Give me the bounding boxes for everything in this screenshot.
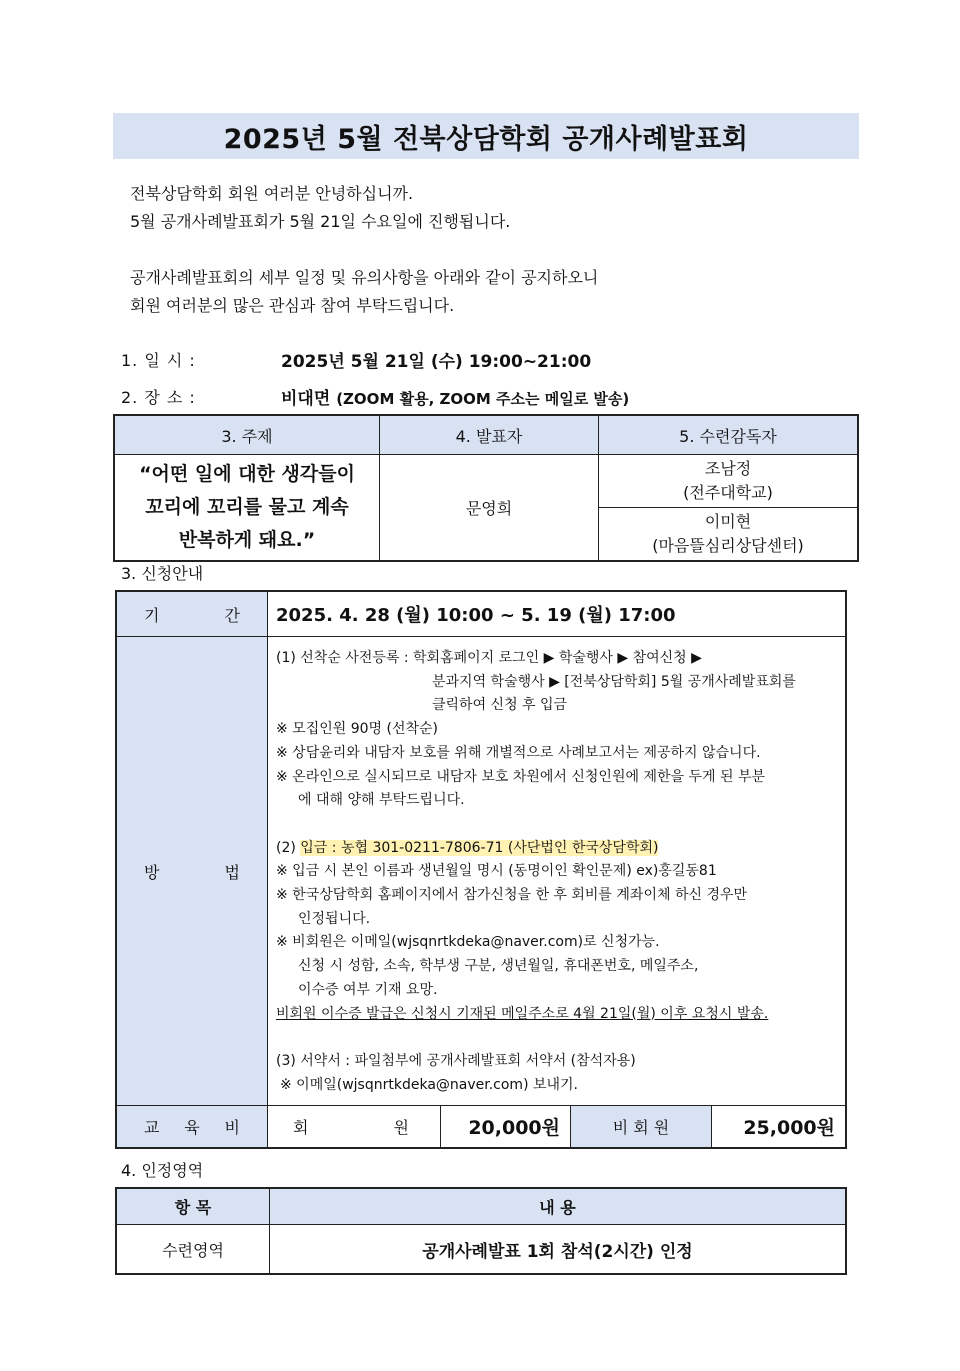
- supervisor-org: (마음뜰심리상담센터): [652, 536, 804, 555]
- header-supervisor: 5. 수련감독자: [599, 415, 859, 455]
- method-line: ※ 온라인으로 실시되므로 내담자 보호 차원에서 신청인원에 제한을 두게 된 부분: [276, 768, 765, 785]
- nonmember-fee: 25,000원: [712, 1106, 847, 1148]
- page-title: 2025년 5월 전북상담학회 공개사례발표회: [223, 123, 749, 155]
- method-line: 분과지역 학술행사 ▶ [전북상담학회] 5월 공개사례발표회를: [432, 673, 796, 690]
- method-line: ※ 입금 시 본인 이름과 생년월일 명시 (동명이인 확인문제) ex)홍길동81: [276, 863, 717, 880]
- intro: [130, 180, 598, 320]
- period-value: 2025. 4. 28 (월) 10:00 ~ 5. 19 (월) 17:00: [268, 591, 847, 637]
- presenter-name: 문영희: [380, 455, 599, 562]
- member-fee: 20,000원: [441, 1106, 571, 1148]
- certification-area: 수련영역: [116, 1225, 270, 1275]
- method-line: ※ 이메일(wjsqnrtkdeka@naver.com) 보내기.: [280, 1076, 579, 1093]
- deposit-line: (2) 입금 : 농협 301-0211-7806-71 (사단법인 한국상담학회): [276, 839, 659, 856]
- supervisor-name: 이미현: [704, 512, 752, 531]
- method-line: 이수증 여부 기재 요망.: [298, 981, 438, 998]
- date-row: [121, 347, 591, 372]
- method-line: ※ 비회원은 이메일(wjsqnrtkdeka@naver.com)로 신청가능.: [276, 934, 660, 951]
- place-row: [121, 384, 629, 409]
- certification-table: [115, 1187, 847, 1275]
- method-line: 클릭하여 신청 후 입금: [432, 697, 568, 714]
- section-registration-title: 3. 신청안내: [121, 564, 204, 583]
- method-line: ※ 상담윤리와 내담자 보호를 위해 개별적으로 사례보고서는 제공하지 않습니다.: [276, 744, 761, 761]
- fee-label: 교 육 비: [116, 1106, 268, 1148]
- header-presenter: 4. 발표자: [380, 415, 599, 455]
- section-certification-title: 4. 인정영역: [121, 1161, 204, 1180]
- deposit-account: 입금 : 농협 301-0211-7806-71 (사단법인 한국상담학회): [300, 839, 659, 856]
- period-label: 기 간: [116, 591, 268, 637]
- registration-table: [115, 590, 847, 1149]
- intro-line: 회원 여러분의 많은 관심과 참여 부탁드립니다.: [130, 296, 455, 315]
- method-line: 인정됩니다.: [298, 910, 371, 927]
- method-line: ※ 한국상담학회 홈페이지에서 참가신청을 한 후 회비를 계좌이체 하신 경우만: [276, 887, 748, 904]
- method-label: 방 법: [116, 637, 268, 1106]
- date-value: 2025년 5월 21일 (수) 19:00~21:00: [281, 352, 592, 372]
- method-content: [268, 637, 847, 1106]
- topic-line: 반복하게 돼요.”: [178, 529, 316, 551]
- header-item: 항 목: [116, 1188, 270, 1225]
- supervisor-2: [599, 508, 859, 562]
- date-label: 1. 일 시 :: [121, 351, 196, 370]
- method-line: ※ 모집인원 90명 (선착순): [276, 721, 439, 738]
- intro-line: 공개사례발표회의 세부 일정 및 유의사항을 아래와 같이 공지하오니: [130, 268, 599, 287]
- presentation-table: [113, 414, 859, 562]
- topic-line: “어떤 일에 대한 생각들이: [139, 463, 355, 485]
- member-label: 회 원: [268, 1106, 441, 1148]
- header-topic: 3. 주제: [114, 415, 380, 455]
- place-label: 2. 장 소 :: [121, 388, 196, 407]
- topic-cell: [114, 455, 380, 562]
- method-line: 에 대해 양해 부탁드립니다.: [298, 792, 465, 809]
- header-content: 내 용: [270, 1188, 847, 1225]
- nonmember-label: 비 회 원: [571, 1106, 712, 1148]
- method-line: 비회원 이수증 발급은 신청시 기재된 메일주소로 4월 21일(월) 이후 요청시 발송.: [276, 1005, 769, 1022]
- intro-line: 전북상담학회 회원 여러분 안녕하십니까.: [130, 184, 414, 203]
- supervisor-1: [599, 455, 859, 508]
- place-value: 비대면: [281, 389, 331, 409]
- certification-content: 공개사례발표 1회 참석(2시간) 인정: [270, 1225, 847, 1275]
- supervisor-org: (전주대학교): [683, 483, 773, 502]
- method-line: (3) 서약서 : 파일첨부에 공개사례발표회 서약서 (참석자용): [276, 1052, 636, 1069]
- supervisor-name: 조남정: [704, 459, 752, 478]
- topic-line: 꼬리에 꼬리를 물고 계속: [145, 496, 349, 518]
- method-line: 신청 시 성함, 소속, 학부생 구분, 생년월일, 휴대폰번호, 메일주소,: [298, 958, 699, 975]
- title-bar: [113, 113, 859, 159]
- intro-line: 5월 공개사례발표회가 5월 21일 수요일에 진행됩니다.: [130, 212, 511, 231]
- method-line: (1) 선착순 사전등록 : 학회홈페이지 로그인 ▶ 학술행사 ▶ 참여신청 ▶: [276, 650, 702, 666]
- place-note: (ZOOM 활용, ZOOM 주소는 메일로 발송): [336, 390, 630, 408]
